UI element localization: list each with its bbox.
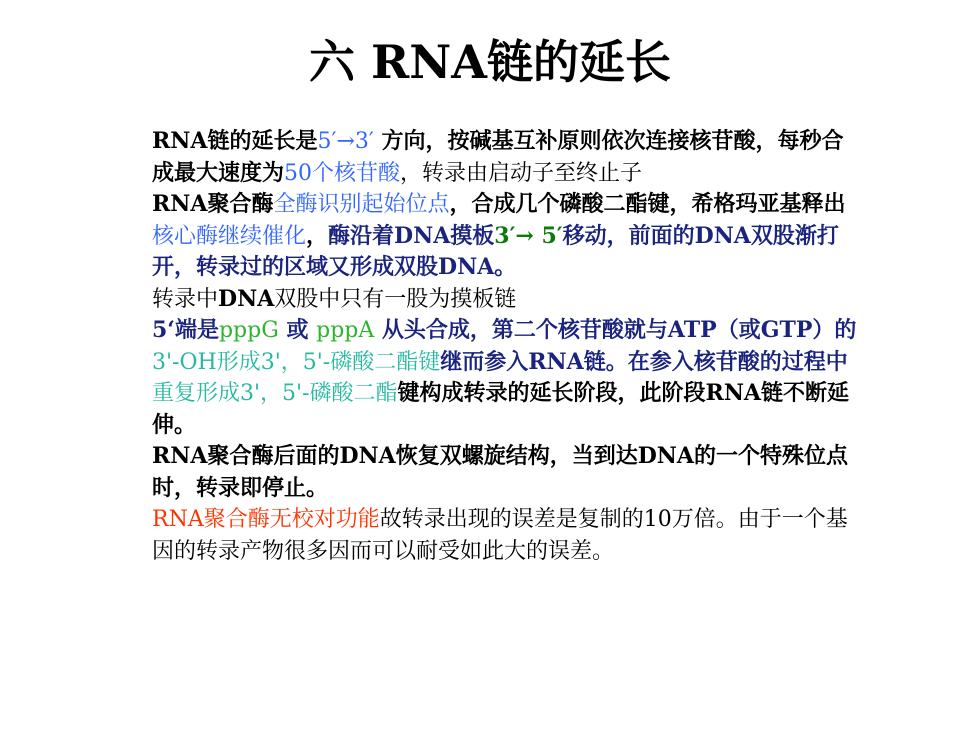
- text-segment: ，转录由启动子至终止子: [400, 160, 643, 186]
- slide-title: 六 RNA链的延长: [309, 35, 671, 89]
- highlight-pppg: pppG: [218, 318, 279, 343]
- highlight-direction: 5′→3′: [317, 129, 374, 154]
- text-segment: RNA聚合酶: [152, 191, 274, 217]
- highlight-pppa: pppA: [316, 318, 375, 343]
- text-segment: 故转录出现的误差是复制的10万倍。由于一个基因的转录产物很多因而可以耐受如此大的误差。: [152, 507, 848, 564]
- text-segment: 移动，前面的DNA双股渐打开，转录过的区域又形成双股DNA。: [152, 222, 839, 280]
- text-segment: 键构成转录的延长阶段，此阶段RNA链不断延伸。: [152, 380, 849, 438]
- paragraph-template-strand: [152, 284, 862, 316]
- highlight-holoenzyme: 全酶识别起始位点: [273, 192, 450, 217]
- paragraph-elongation-direction: [152, 126, 862, 189]
- text-segment: 从头合成，第二个核苷酸就与ATP（或GTP）的: [374, 317, 857, 343]
- text-segment: RNA链的延长是: [152, 128, 318, 154]
- highlight-no-proofreading: RNA聚合酶无校对功能: [152, 507, 380, 532]
- highlight-template-direction: 3′→ 5′: [494, 222, 563, 249]
- paragraph-initiation-nucleotide: [152, 315, 862, 441]
- paragraph-polymerase: [152, 189, 862, 284]
- text-segment: 双股中只有一股为摸板链: [274, 286, 517, 312]
- text-segment: 转录中: [152, 286, 219, 312]
- text-segment: 继而参入RNA链。在参入核苷酸的过程中: [440, 348, 848, 375]
- text-segment: 方向，按碱基互补原则依次连接核苷酸，每秒合成最大速度为: [152, 128, 844, 186]
- text-segment: 5‘端是: [152, 317, 219, 343]
- highlight-repeat: 重复形成3'，5'-磷酸二酯: [152, 381, 398, 406]
- highlight-phosphodiester: 3'-OH形成3'，5'-磷酸二酯键: [152, 349, 441, 375]
- paragraph-termination: [152, 441, 862, 504]
- text-segment: ，合成几个磷酸二酯键，希格玛亚基释出: [449, 191, 846, 217]
- slide-body: [152, 126, 862, 567]
- highlight-speed: 50个核苷酸: [284, 160, 401, 186]
- highlight-template: 酶沿着DNA摸板: [328, 222, 495, 249]
- paragraph-proofreading: [152, 504, 862, 567]
- text-segment: ，: [306, 222, 329, 249]
- text-segment: RNA聚合酶后面的DNA恢复双螺旋结构，当到达DNA的一个特殊位点时，转录即停止。: [152, 443, 848, 501]
- text-segment: DNA: [218, 285, 275, 312]
- highlight-core-enzyme: 核心酶继续催化: [152, 223, 307, 249]
- text-segment: 或: [278, 317, 317, 343]
